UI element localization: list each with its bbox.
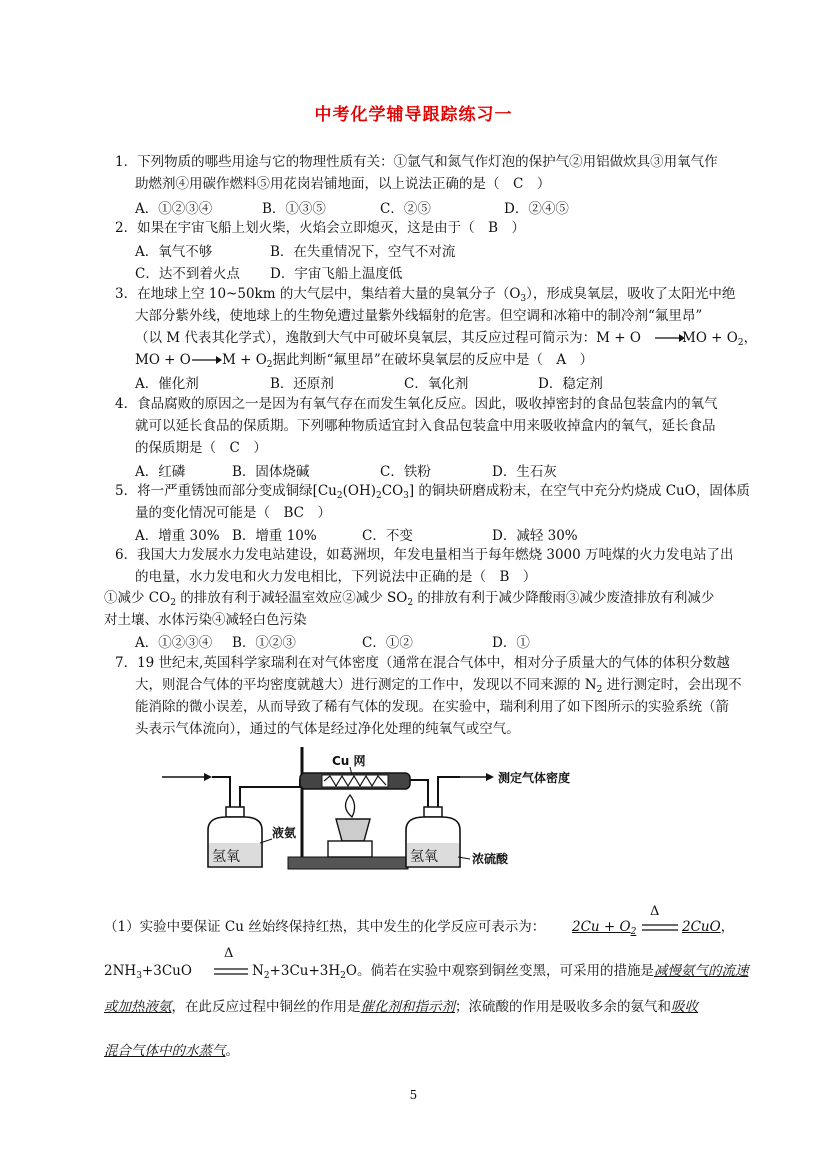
q1-line2: 助燃剂④用碳作燃料⑤用花岗岩铺地面，以上说法正确的是（ C ） — [135, 176, 551, 192]
q1-option-a: A．①②③④ — [135, 201, 213, 217]
q5-sub-3: 3 — [403, 491, 409, 501]
q6-text-c: 的排放有利于减少降酸雨③减少废渣排放有利减少 — [413, 590, 715, 606]
answer-copper-role: 催化剂和指示剂 — [360, 999, 455, 1015]
eq1-left-text: 2Cu + O — [572, 919, 631, 935]
q3-sub-o2a: 2 — [737, 338, 744, 348]
q7-line3: 能消除的微小误差，从而导致了稀有气体的发现。在实验中，瑞利利用了如下图所示的实验系统（箭 — [135, 699, 729, 715]
q3-arrow-2 — [192, 352, 222, 368]
q1-option-b: B．①③⑤ — [262, 201, 326, 217]
q2-option-b: B．在失重情况下，空气不对流 — [270, 244, 456, 260]
q7-sub-n2: 2 — [596, 685, 603, 695]
q6-text-b: 的排放有利于减轻温室效应②减少 SO — [175, 590, 408, 606]
eq1-comma: ， — [720, 919, 735, 935]
eq1-sub: 2 — [630, 927, 637, 937]
eq2-nh3: 2NH — [104, 963, 137, 979]
q6-line4: 对土壤、水体污染④减轻白色污染 — [104, 612, 307, 628]
eq2-n2-sub: 2 — [263, 971, 270, 981]
q5-text-c: CO — [381, 483, 404, 499]
q5-text-b: (OH) — [342, 483, 376, 499]
q5-option-d: D．减轻 30% — [492, 528, 578, 544]
sub1-line3 — [104, 997, 698, 1017]
q3-arrow-1 — [655, 330, 685, 346]
label-density: 测定气体密度 — [498, 771, 571, 785]
q2-option-d: D．宇宙飞船上温度低 — [270, 266, 403, 282]
q4-line1: 4．食品腐败的原因之一是因为有氧气存在而发生氧化反应。因此，吸收掉密封的食品包装盒内的氧气 — [115, 396, 718, 412]
right-bottle-text: 氢氧 — [410, 849, 438, 865]
eq2-o: O — [345, 963, 357, 979]
sub1-line4 — [104, 1041, 239, 1061]
q3-question: 据此判断“氟里昂”在破坏臭氧层的反应中是（ A ） — [272, 352, 594, 368]
label-cu: Cu 网 — [332, 754, 366, 768]
q3-sub-o3: 3 — [520, 294, 527, 304]
answer-acid-role-b: 混合气体中的水蒸气 — [104, 1043, 226, 1059]
q2-option-a: A．氧气不够 — [135, 244, 213, 260]
q4-line2: 就可以延长食品的保质期。下列哪种物质适宜封入食品包装盒中用来吸收掉盒内的氧气，延长食品 — [135, 418, 716, 434]
sub1-text-3: ，在此反应过程中铜丝的作用是 — [171, 999, 361, 1015]
q2-line1: 2．如果在宇宙飞船上划火柴，火焰会立即熄灭，这是由于（ B ） — [115, 220, 526, 236]
q3-eq2-right: M + O — [222, 352, 267, 368]
q4-option-c: C．铁粉 — [380, 464, 431, 480]
q3-option-a: A．催化剂 — [135, 376, 199, 392]
sub1-line2 — [104, 961, 192, 986]
q3-eq2-left: MO + O — [135, 352, 191, 368]
sub1-text-4: ；浓硫酸的作用是吸收多余的氨气和 — [455, 999, 671, 1015]
q7-line1: 7．19 世纪末,英国科学家瑞利在对气体密度（通常在混合气体中，相对分子质量大的气体的体积分数越 — [115, 655, 730, 671]
answer-acid-role-a: 吸收 — [671, 999, 698, 1015]
sub1-text-2: 。倘若在实验中观察到铜丝变黑，可采用的措施是 — [356, 963, 654, 979]
sub1-line1 — [104, 917, 545, 937]
q3-line2: 大部分紫外线，使地球上的生物免遭过量紫外线辐射的危害。但空调和冰箱中的制冷剂“氟里昂” — [135, 308, 703, 324]
q4-option-b: B．固体烧碱 — [232, 464, 310, 480]
q6-option-d: D．① — [492, 635, 530, 651]
q3-line3: （以 M 代表其化学式），逸散到大气中可破坏臭氧层，其反应过程可简示为：M + O — [135, 330, 641, 346]
q6-line2: 的电量，水力发电和火力发电相比，下列说法中正确的是（ B ） — [135, 569, 537, 585]
answer-measure-b: 或加热液氨 — [104, 999, 172, 1015]
page-number: 5 — [409, 1088, 418, 1102]
q3-text-a: 3．在地球上空 10~50km 的大气层中，集结着大量的臭氧分子（O — [115, 286, 521, 302]
q3-option-d: D．稳定剂 — [538, 376, 603, 392]
q5-text-d: ] 的铜块研磨成粉末，在空气中充分灼烧成 CuO，固体质 — [408, 483, 750, 499]
eq2-cu-h2: +3Cu+3H — [269, 963, 341, 979]
q7-line4: 头表示气体流向），通过的气体是经过净化处理的纯氧气或空气。 — [135, 721, 520, 737]
q7-text-b: 进行测定时，会出现不 — [602, 677, 742, 693]
eq2-h2-sub: 2 — [340, 971, 346, 981]
q4-option-a: A．红磷 — [135, 464, 186, 480]
apparatus-figure — [160, 745, 580, 875]
sub1-line2-b — [252, 961, 748, 986]
q4-line3: 的保质期是（ C ） — [135, 440, 267, 456]
eq2-triangle: Δ — [224, 946, 234, 961]
q3-eq1-right: MO + $O_2$， — [682, 330, 758, 348]
q5-option-b: B．增重 10% — [232, 528, 317, 544]
q6-line1: 6．我国大力发展水力发电站建设，如葛洲坝，年发电量相当于每年燃烧 3000 万吨煤的火力发电站了出 — [115, 547, 734, 563]
q6-option-b: B．①②③ — [232, 635, 296, 651]
q5-option-c: C．不变 — [362, 528, 413, 544]
q1-option-c: C．②⑤ — [380, 201, 431, 217]
label-acid: 浓硫酸 — [472, 852, 509, 866]
sub1-text-5: 。 — [225, 1043, 239, 1059]
q3-sub-o2b: 2 — [266, 360, 273, 370]
label-ammonia: 液氨 — [272, 826, 297, 840]
q5-sub-2: 2 — [376, 491, 382, 501]
eq2-cuo: +3CuO — [141, 963, 192, 979]
q3-option-c: C．氧化剂 — [404, 376, 469, 392]
q6-option-c: C．①② — [362, 635, 413, 651]
eq2-nh3-sub: 3 — [136, 971, 142, 981]
page-title: 中考化学辅导跟踪练习一 — [314, 105, 513, 125]
eq1-triangle: Δ — [650, 904, 660, 919]
q7-text-a: 大，则混合气体的平均密度就越大）进行测定的工作中，发现以不同来源的 N — [135, 677, 597, 693]
q4-option-d: D．生石灰 — [492, 464, 557, 480]
q3-line4 — [135, 350, 191, 370]
q3-option-b: B．还原剂 — [270, 376, 334, 392]
eq1-equal-sign — [642, 922, 678, 936]
q1-option-d: D．②④⑤ — [504, 201, 569, 217]
q5-sub-1: 2 — [336, 491, 343, 501]
sub1-intro: （1）实验中要保证 Cu 丝始终保持红热，其中发生的化学反应可表示为： — [104, 919, 546, 935]
left-bottle-text: 氢氧 — [212, 849, 240, 865]
q5-text-a: 5．将一严重锈蚀而部分变成铜绿[Cu — [115, 483, 337, 499]
eq2-n2: N — [252, 963, 264, 979]
q6-option-a: A．①②③④ — [135, 635, 213, 651]
q6-sub-co2: 2 — [170, 598, 176, 608]
eq1-right — [682, 917, 734, 937]
eq2-equal-sign — [214, 966, 248, 980]
q6-sub-so2: 2 — [407, 598, 414, 608]
q3-eq1-mo: MO + O — [682, 330, 738, 346]
eq1-left — [572, 917, 636, 942]
eq1-right-text: 2CuO — [682, 919, 721, 935]
q1-line1: 1．下列物质的哪些用途与它的物理性质有关：①氩气和氮气作灯泡的保护气②用铝做炊具③用氧气作 — [115, 154, 718, 170]
answer-measure-a: 减慢氨气的流速 — [653, 963, 749, 979]
q5-line2: 量的变化情况可能是（ BC ） — [135, 505, 332, 521]
q6-text-a: ①减少 CO — [104, 590, 171, 606]
q3-text-b: ），形成臭氧层，吸收了太阳光中绝 — [526, 286, 736, 302]
q2-option-c: C．达不到着火点 — [135, 266, 240, 282]
q5-option-a: A．增重 30% — [135, 528, 220, 544]
